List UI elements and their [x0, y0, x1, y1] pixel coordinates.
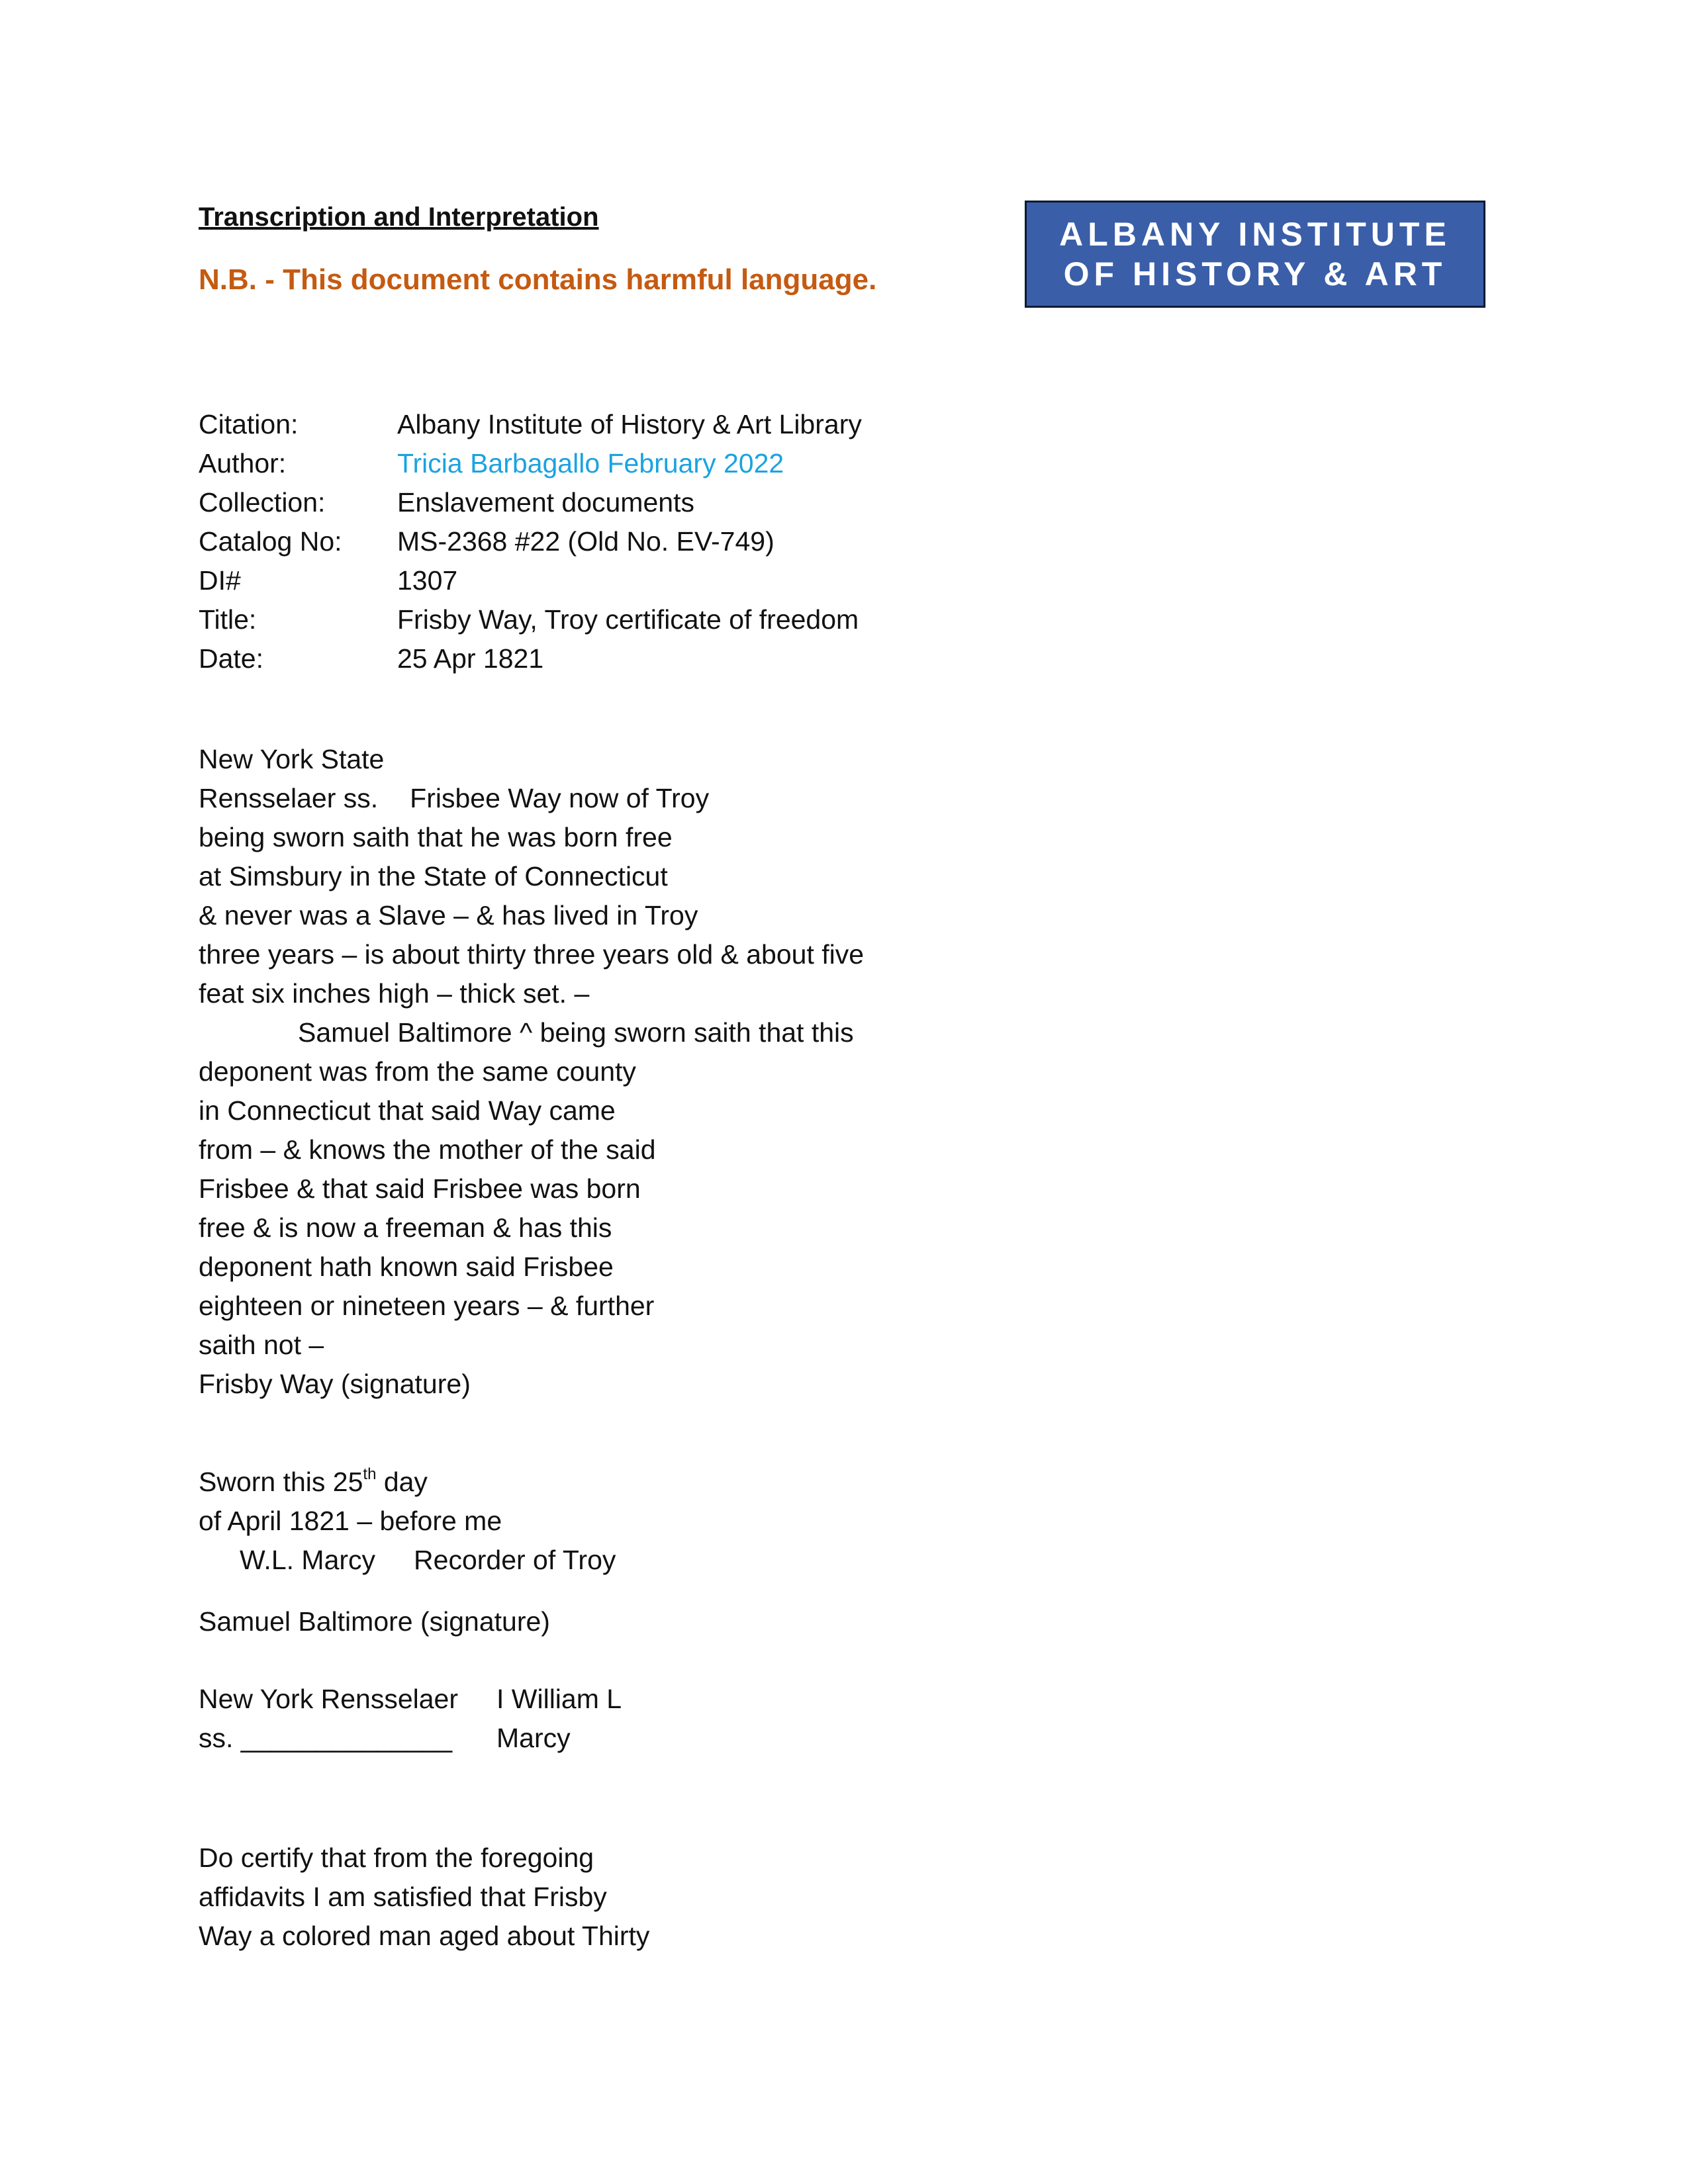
transcript-line: deponent was from the same county	[199, 1056, 636, 1087]
transcript-line: being sworn saith that he was born free	[199, 822, 673, 852]
transcript-line: three years – is about thirty three years old & about five	[199, 939, 865, 970]
document-heading: Transcription and Interpretation	[199, 203, 599, 232]
transcript-line: New York State	[199, 744, 385, 774]
certificate-header-left: ss. ______________	[199, 1723, 453, 1753]
transcript-line: deponent hath known said Frisbee	[199, 1251, 614, 1282]
metadata-value: MS-2368 #22 (Old No. EV-749)	[397, 526, 774, 557]
metadata-value: Enslavement documents	[397, 487, 694, 518]
affidavit-transcription	[199, 740, 864, 1404]
transcript-line: Frisby Way (signature)	[199, 1369, 471, 1399]
transcript-line: Samuel Baltimore ^ being sworn saith that this	[298, 1017, 854, 1048]
certificate-line: affidavits I am satisfied that Frisby	[199, 1882, 607, 1912]
metadata-row-collection	[199, 483, 862, 522]
certificate-text	[199, 1839, 649, 1956]
logo-line-2: OF HISTORY & ART	[1063, 255, 1447, 293]
metadata-value: Frisby Way, Troy certificate of freedom	[397, 604, 859, 635]
transcript-line: free & is now a freeman & has this	[199, 1212, 612, 1243]
metadata-value: 25 Apr 1821	[397, 643, 544, 674]
transcript-line: & never was a Slave – & has lived in Troy	[199, 900, 698, 931]
sworn-line: Sworn this 25th day	[199, 1465, 428, 1497]
signature-line: Samuel Baltimore (signature)	[199, 1606, 550, 1637]
transcript-line: in Connecticut that said Way came	[199, 1095, 616, 1126]
metadata-table	[199, 405, 862, 678]
transcript-line: eighteen or nineteen years – & further	[199, 1291, 655, 1321]
certificate-line: Do certify that from the foregoing	[199, 1843, 594, 1873]
metadata-row-author	[199, 444, 862, 483]
albany-institute-logo	[1025, 201, 1485, 308]
metadata-row-date	[199, 639, 862, 678]
metadata-label: Title:	[199, 604, 257, 635]
metadata-row-title	[199, 600, 862, 639]
metadata-label: Catalog No:	[199, 526, 342, 557]
certificate-line: Way a colored man aged about Thirty	[199, 1921, 650, 1951]
metadata-label: Citation:	[199, 409, 299, 439]
metadata-row-di	[199, 561, 862, 600]
metadata-row-catalog	[199, 522, 862, 561]
metadata-author-value: Tricia Barbagallo February 2022	[397, 448, 784, 478]
certificate-header-right: I William L	[496, 1684, 622, 1714]
metadata-value: Albany Institute of History & Art Library	[397, 409, 862, 439]
transcript-line: Rensselaer ss. Frisbee Way now of Troy	[199, 783, 710, 813]
sworn-line: W.L. Marcy Recorder of Troy	[240, 1545, 616, 1575]
transcript-line: Frisbee & that said Frisbee was born	[199, 1173, 641, 1204]
transcript-line: at Simsbury in the State of Connecticut	[199, 861, 668, 891]
harmful-language-warning: N.B. - This document contains harmful language.	[199, 263, 877, 296]
metadata-label: DI#	[199, 565, 241, 596]
transcript-line: feat six inches high – thick set. –	[199, 978, 590, 1009]
transcript-line: saith not –	[199, 1330, 324, 1360]
sworn-statement	[199, 1463, 616, 1580]
metadata-label: Author:	[199, 448, 287, 478]
metadata-value: 1307	[397, 565, 458, 596]
certificate-header-right: Marcy	[496, 1723, 571, 1753]
metadata-label: Collection:	[199, 487, 326, 518]
sworn-line: of April 1821 – before me	[199, 1506, 502, 1536]
certificate-header-left: New York Rensselaer	[199, 1684, 458, 1714]
metadata-row-citation	[199, 405, 862, 444]
logo-line-1: ALBANY INSTITUTE	[1059, 216, 1451, 253]
baltimore-signature-line	[199, 1602, 550, 1641]
certificate-header	[199, 1680, 622, 1758]
transcript-line: from – & knows the mother of the said	[199, 1134, 656, 1165]
metadata-label: Date:	[199, 643, 263, 674]
